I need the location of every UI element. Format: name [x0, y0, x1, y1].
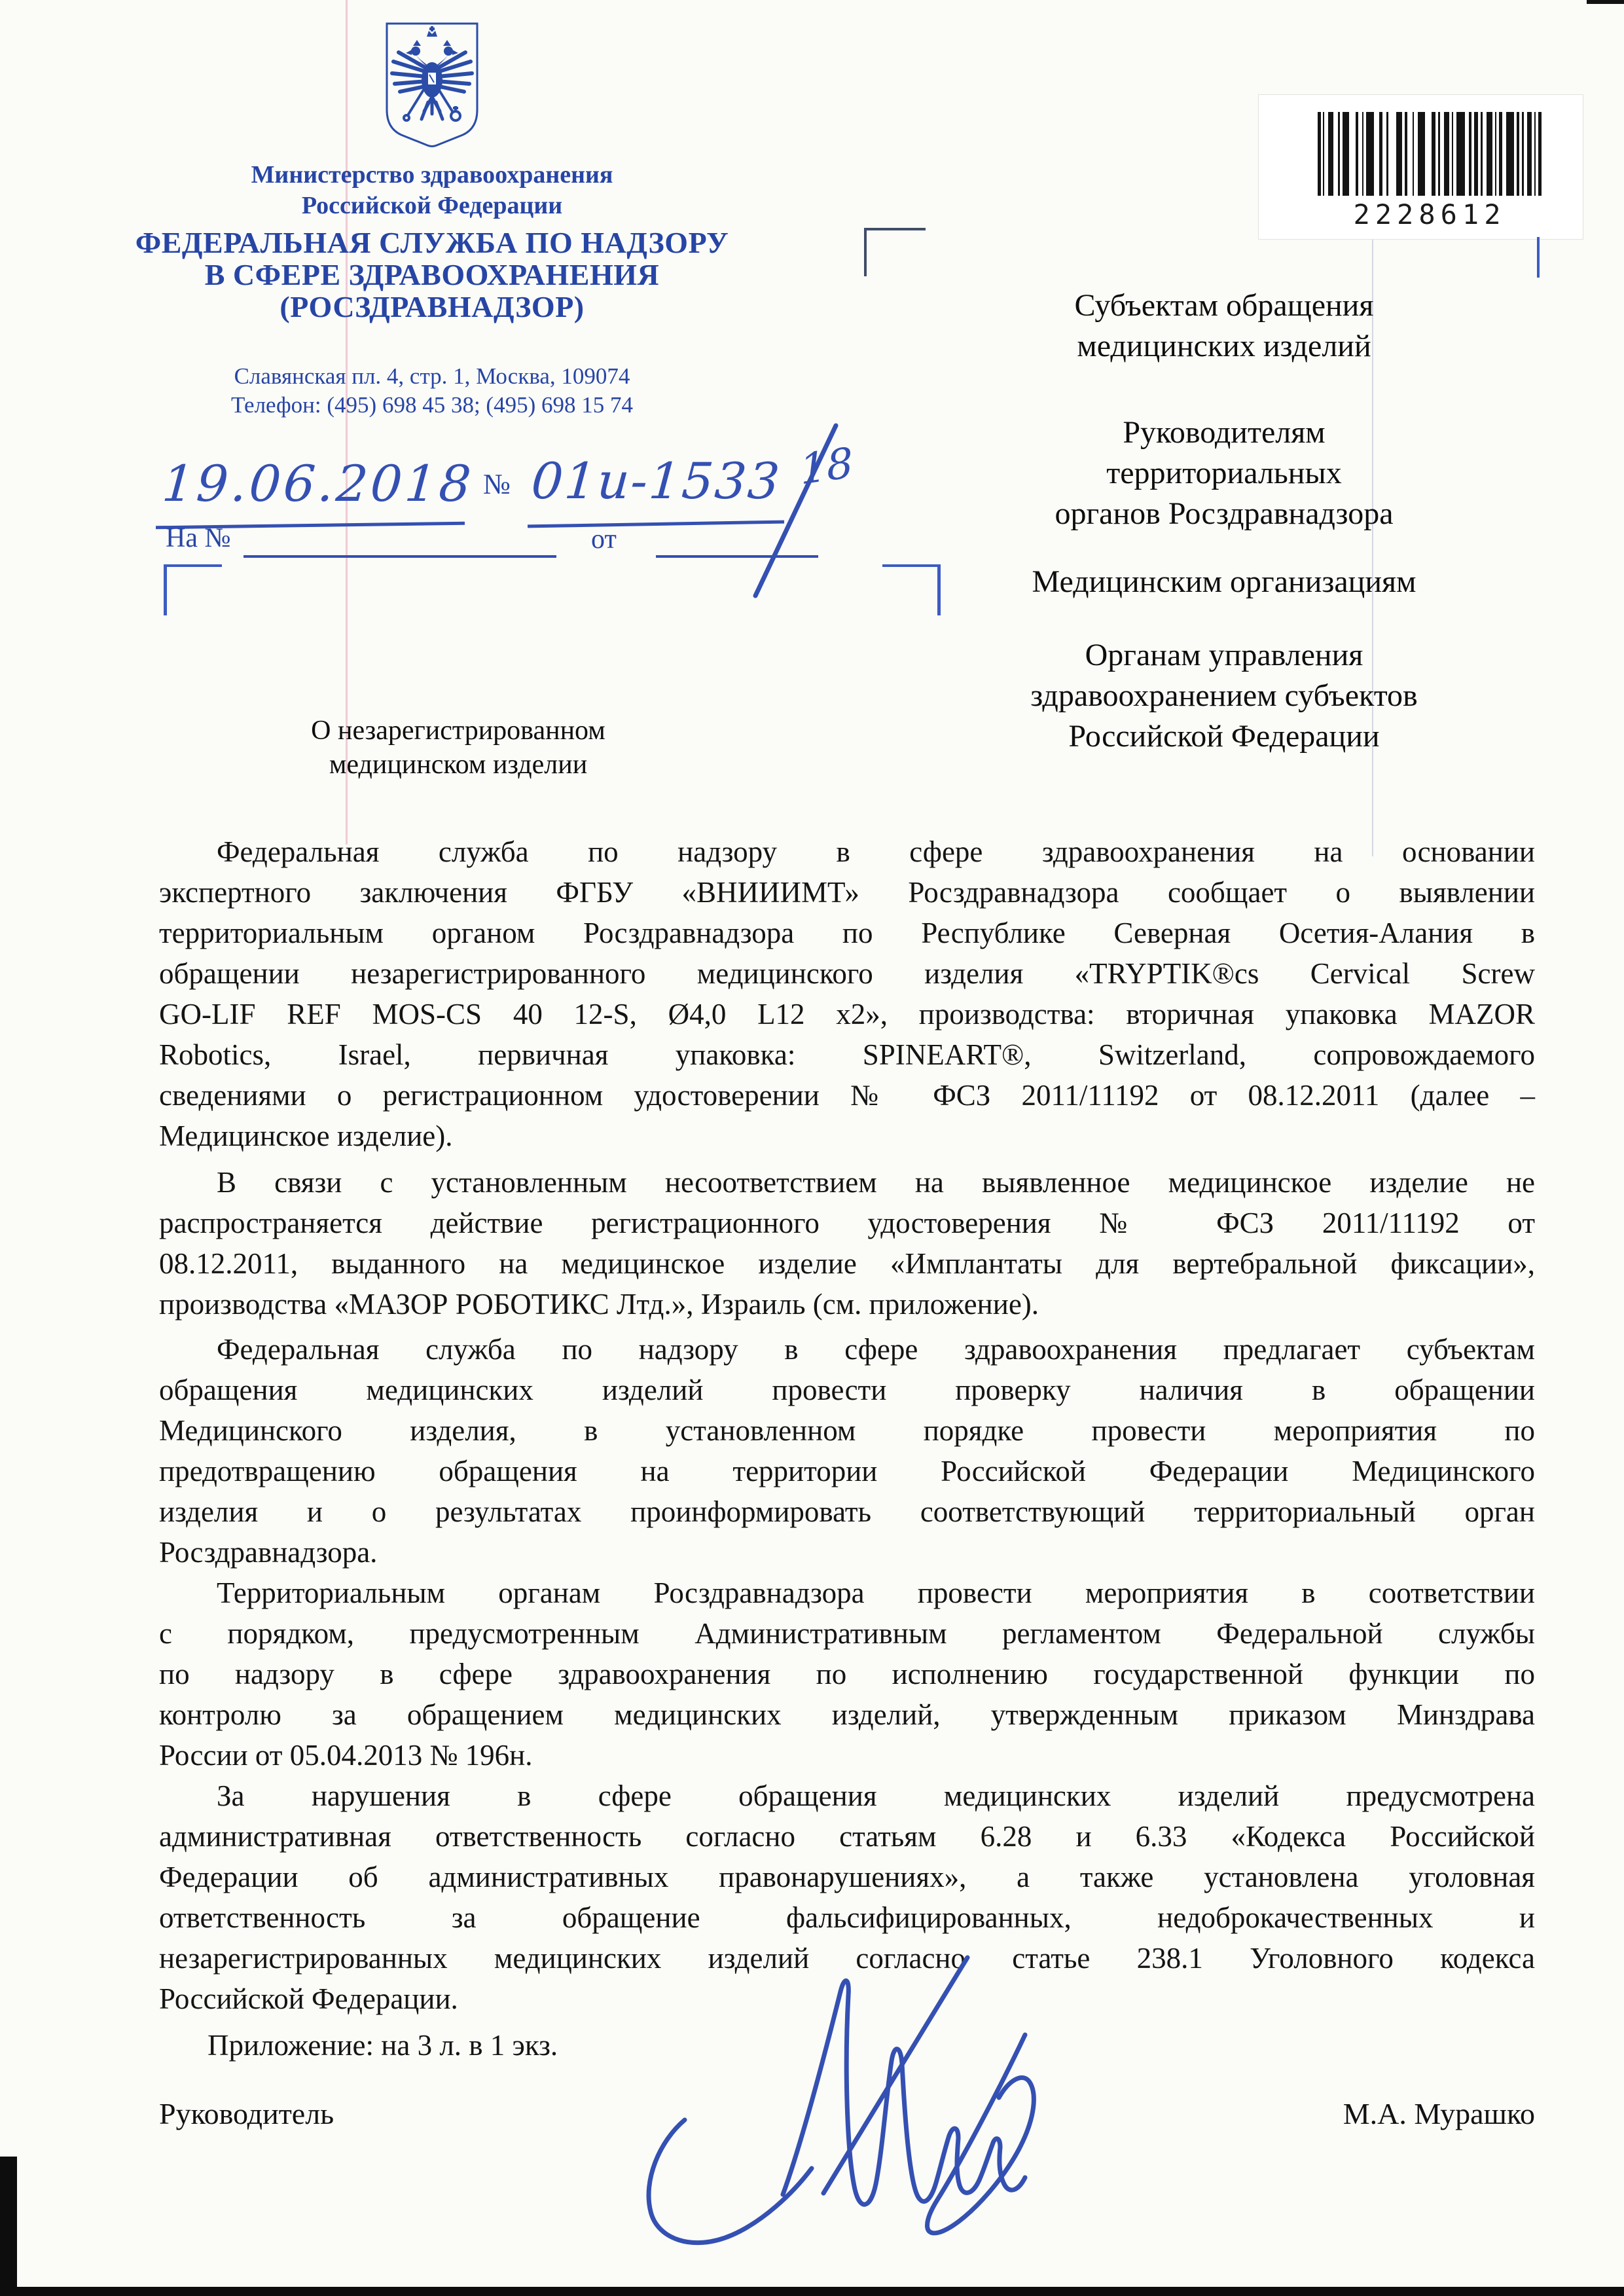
address-zone-corner-tick	[1537, 237, 1540, 278]
body-line: Российской Федерации.	[159, 1982, 458, 2015]
body-line: производства «МАЗОР РОБОТИКС Лтд.», Израиль (см. приложение).	[159, 1288, 1039, 1321]
recipient-line: Органам управления	[1085, 638, 1363, 672]
service-name-line: ФЕДЕРАЛЬНАЯ СЛУЖБА ПО НАДЗОРУ	[135, 226, 729, 259]
handwritten-date: 19.06.2018	[160, 454, 476, 513]
scan-edge-bottom	[0, 2287, 1624, 2296]
barcode-number: 2228612	[1353, 198, 1506, 230]
body-line: Территориальным органам Росздравнадзора провести мероприятия в соответствии	[217, 1576, 1535, 1609]
number-sign-label: №	[483, 468, 511, 500]
service-name-line: (РОСЗДРАВНАДЗОР)	[280, 290, 585, 323]
reply-from-label: от	[591, 524, 617, 555]
subject-text-line: медицинском изделии	[329, 750, 588, 780]
signer-name: М.А. Мурашко	[1343, 2097, 1535, 2130]
recipient-line: Российской Федерации	[1068, 719, 1380, 754]
scan-edge-left	[0, 2157, 17, 2296]
subject-line	[275, 714, 641, 782]
body-line: с порядком, предусмотренным Административным регламентом Федеральной службы	[159, 1617, 1535, 1650]
paragraph	[159, 1776, 1535, 2019]
recipient-entry	[943, 635, 1506, 757]
paragraph	[159, 1329, 1535, 1573]
recipient-entry	[943, 412, 1506, 534]
recipient-entry	[943, 285, 1506, 367]
body-line: Федеральная служба по надзору в сфере здравоохранения на основании	[217, 835, 1535, 868]
body-line: Росздравнадзора.	[159, 1536, 378, 1569]
stamp-zone-corner-mark-left	[164, 564, 222, 615]
body-line: Robotics, Israel, первичная упаковка: SPINEART®, Switzerland, сопровождаемого	[159, 1038, 1535, 1071]
reply-to-number-label: На №	[166, 523, 231, 553]
body-line: России от 05.04.2013 № 196н.	[159, 1739, 533, 1772]
address-zone-corner-mark	[864, 228, 926, 276]
subject-text-line: О незарегистрированном	[311, 716, 605, 746]
barcode-image	[1318, 112, 1542, 196]
barcode-sticker	[1258, 94, 1583, 240]
letter-body	[159, 831, 1535, 2066]
stamp-zone-corner-mark-right	[882, 564, 941, 615]
recipient-line: органов Росздравнадзора	[1055, 496, 1394, 531]
handwritten-outgoing-number: 01и-1533	[529, 452, 783, 510]
recipient-line: территориальных	[1106, 456, 1342, 490]
paragraph	[159, 1573, 1535, 1776]
signer-title: Руководитель	[159, 2097, 334, 2130]
paragraph	[159, 1162, 1535, 1324]
letterhead	[92, 20, 772, 420]
body-line: За нарушения в сфере обращения медицинских изделий предусмотрена	[217, 1779, 1535, 1812]
body-line: GO-LIF REF MOS-CS 40 12-S, Ø4,0 L12 x2», производства: вторичная упаковка MAZOR	[159, 998, 1535, 1030]
body-line: изделия и о результатах проинформировать соответствующий территориальный орган	[159, 1495, 1535, 1528]
body-line: экспертного заключения ФГБУ «ВНИИИМТ» Росздравнадзора сообщает о выявлении	[159, 876, 1535, 909]
ministry-name-line: Министерство здравоохранения	[251, 161, 613, 189]
postal-address: Славянская пл. 4, стр. 1, Москва, 109074	[234, 363, 630, 389]
body-line: по надзору в сфере здравоохранения по исполнению государственной функции по	[159, 1658, 1535, 1690]
body-line: Медицинское изделие).	[159, 1120, 453, 1152]
body-line: Медицинского изделия, в установленном порядке провести мероприятия по	[159, 1414, 1535, 1447]
scan-edge-top-right	[1587, 0, 1624, 4]
ministry-name-line: Российской Федерации	[301, 192, 563, 219]
russian-coat-of-arms-icon	[376, 20, 488, 151]
attachment-note: Приложение: на 3 л. в 1 экз.	[208, 2029, 558, 2062]
service-name-line: В СФЕРЕ ЗДРАВООХРАНЕНИЯ	[204, 258, 660, 291]
body-line: территориальным органом Росздравнадзора по Республике Северная Осетия-Алания в	[159, 917, 1535, 949]
body-line: распространяется действие регистрационного удостоверения № ФСЗ 2011/11192 от	[159, 1207, 1535, 1239]
handwritten-number-year: 18	[798, 439, 856, 495]
body-line: В связи с установленным несоответствием на выявленное медицинское изделие не	[217, 1166, 1535, 1199]
number-underline	[528, 520, 784, 528]
body-line: 08.12.2011, выданного на медицинское изделие «Имплантаты для вертебральной фиксации»,	[159, 1247, 1535, 1280]
body-line: Федерации об административных правонарушениях», а также установлена уголовная	[159, 1861, 1535, 1893]
paragraph	[159, 831, 1535, 1156]
reply-date-blank-line	[656, 555, 818, 558]
recipient-line: Субъектам обращения	[1074, 288, 1374, 323]
body-line: ответственность за обращение фальсифицированных, недоброкачественных и	[159, 1901, 1535, 1934]
recipient-line: здравоохранением субъектов	[1030, 678, 1418, 713]
body-line: предотвращению обращения на территории Российской Федерации Медицинского	[159, 1455, 1535, 1487]
body-line: сведениями о регистрационном удостоверении № ФСЗ 2011/11192 от 08.12.2011 (далее –	[159, 1079, 1535, 1112]
body-line: административная ответственность согласно статьям 6.28 и 6.33 «Кодекса Российской	[159, 1820, 1535, 1853]
signoff-row	[159, 2094, 1535, 2134]
recipient-line: Руководителям	[1123, 415, 1326, 450]
body-line: Федеральная служба по надзору в сфере здравоохранения предлагает субъектам	[217, 1333, 1535, 1366]
recipients-block	[943, 285, 1506, 757]
recipient-line: Медицинским организациям	[1032, 564, 1416, 599]
body-line: обращения медицинских изделий провести проверку наличия в обращении	[159, 1374, 1535, 1406]
recipient-line: медицинских изделий	[1077, 329, 1371, 363]
recipient-entry	[943, 562, 1506, 602]
body-line: незарегистрированных медицинских изделий согласно статье 238.1 Уголовного кодекса	[159, 1942, 1535, 1975]
body-line: контролю за обращением медицинских изделий, утвержденным приказом Минздрава	[159, 1698, 1535, 1731]
phone-numbers: Телефон: (495) 698 45 38; (495) 698 15 74	[231, 392, 633, 418]
reply-number-blank-line	[244, 555, 556, 558]
body-line: обращении незарегистрированного медицинского изделия «TRYPTIK®cs Cervical Screw	[159, 957, 1535, 990]
